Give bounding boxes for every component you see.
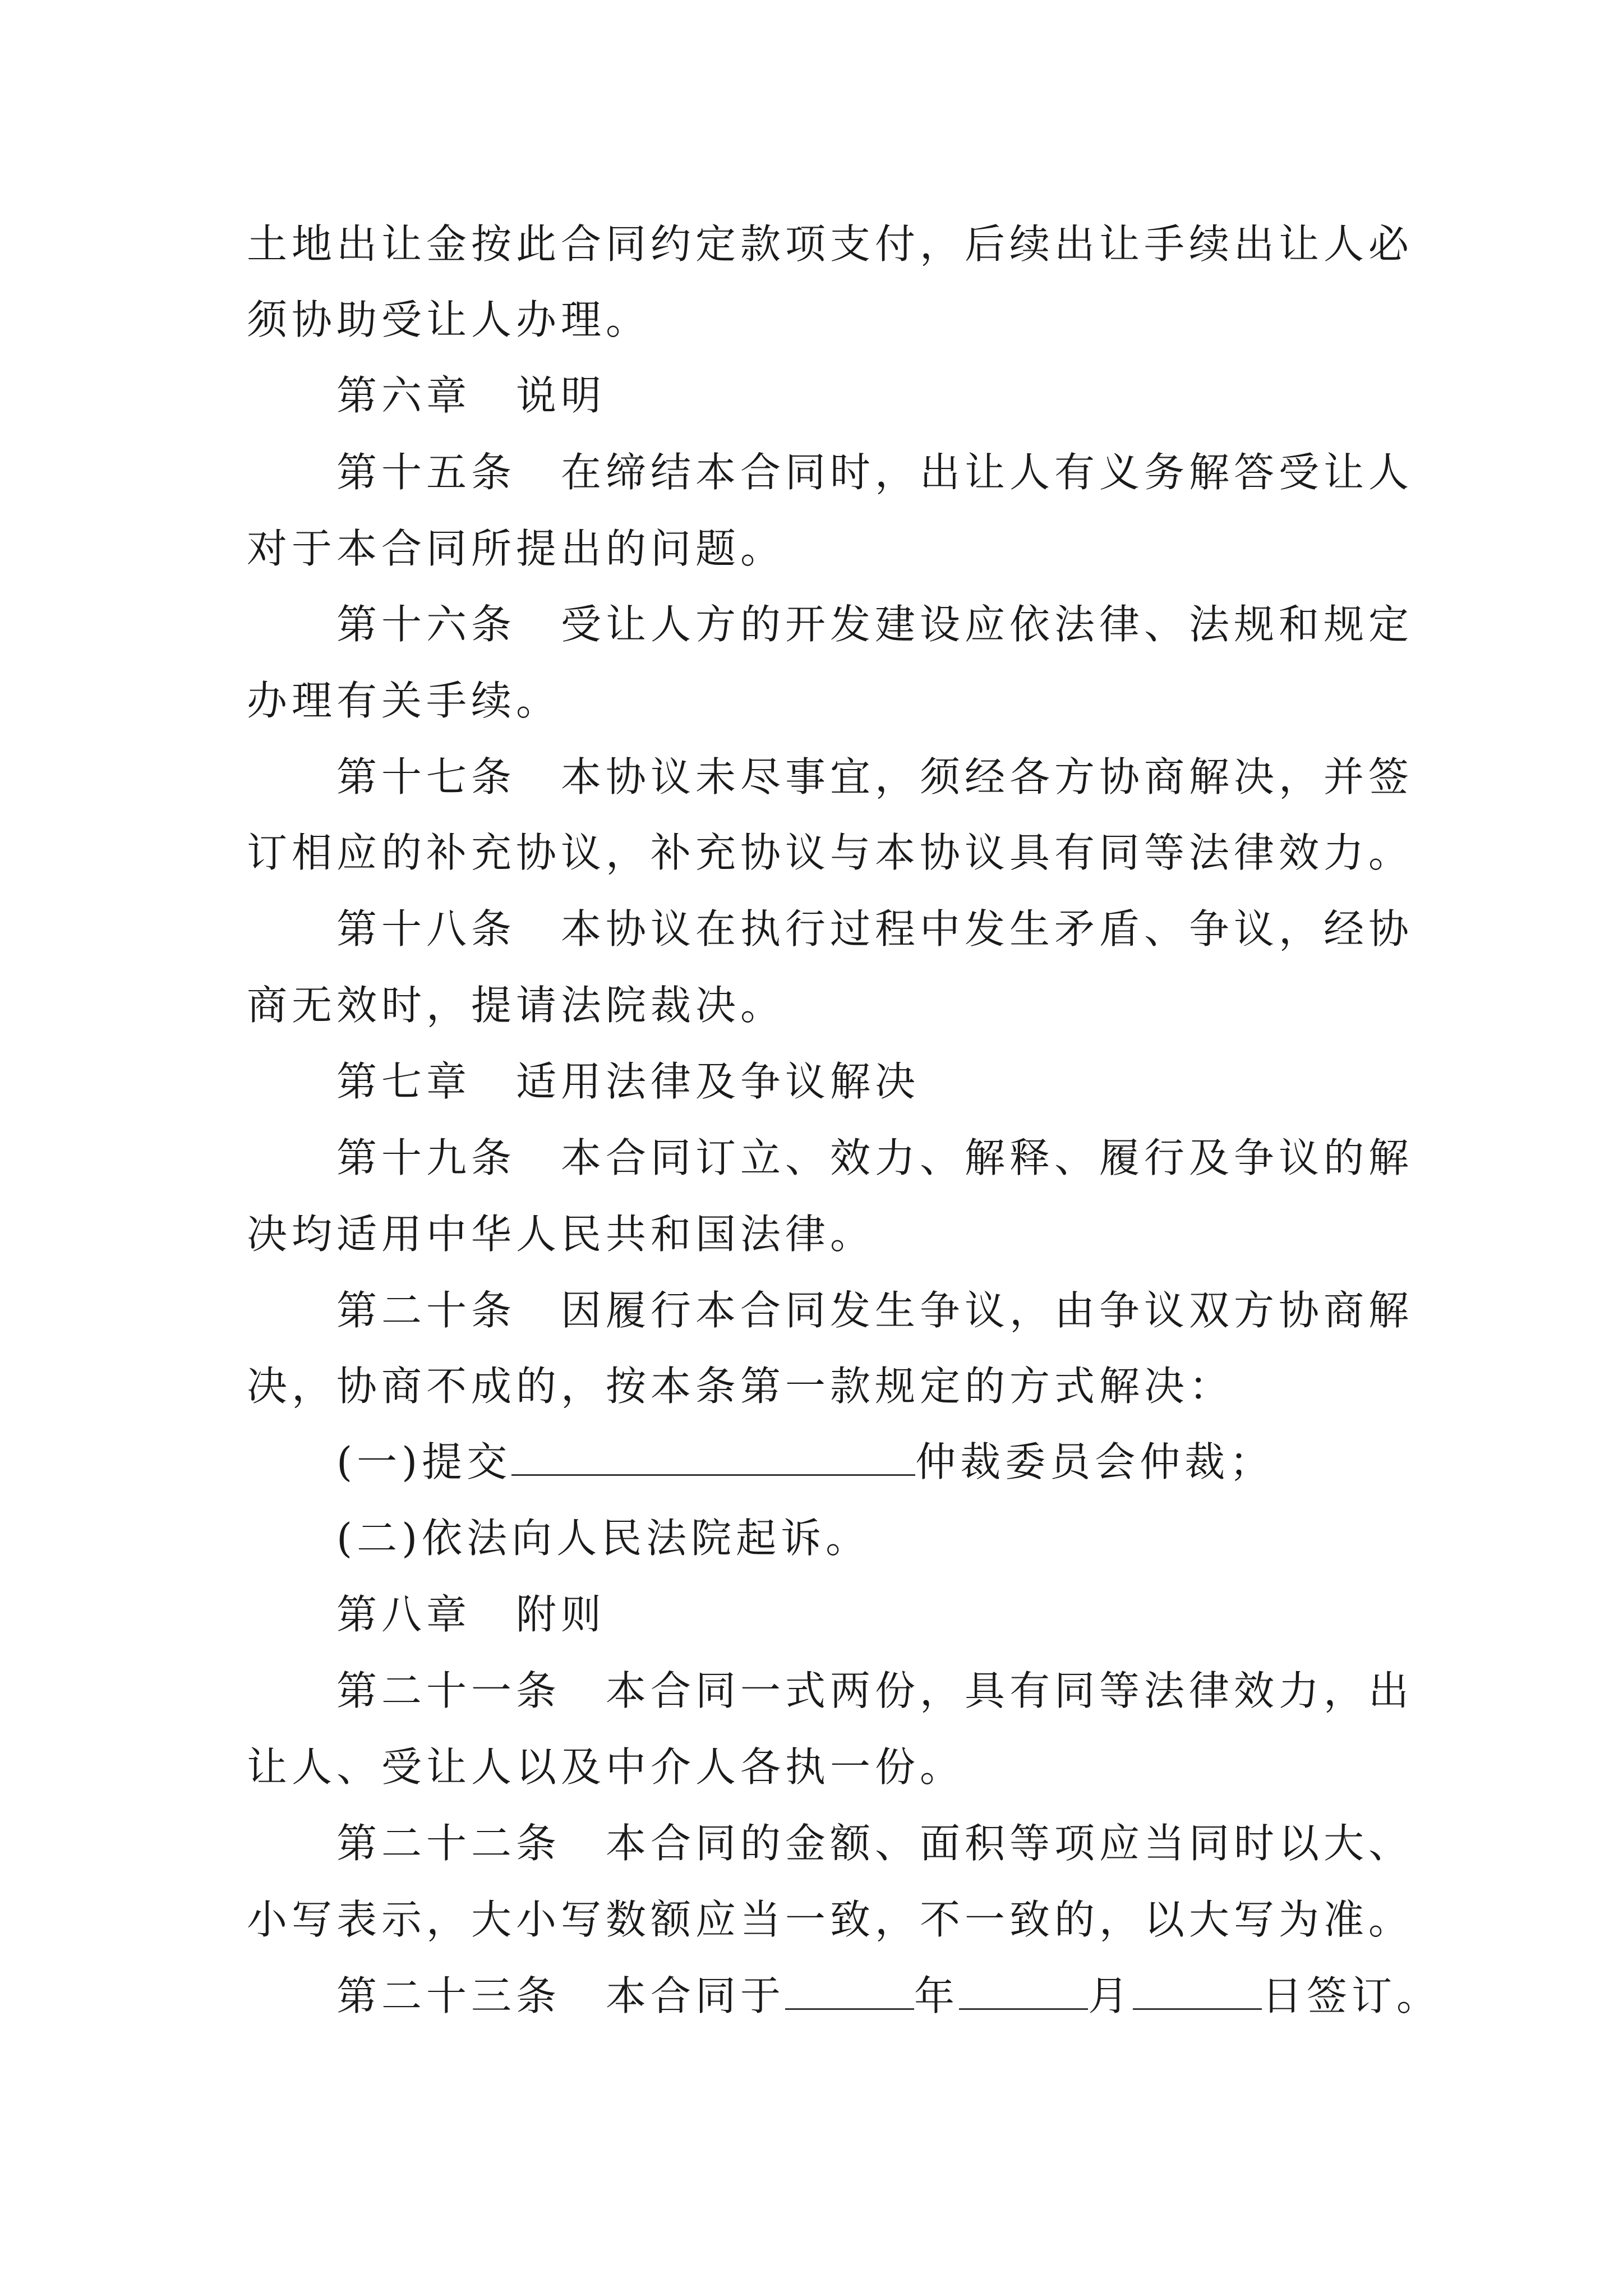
article-19: 第十九条 本合同订立、效力、解释、履行及争议的解 bbox=[336, 1134, 1414, 1181]
arbitration-suffix: 仲裁委员会仲裁； bbox=[915, 1438, 1275, 1485]
signing-prefix: 第二十三条 本合同于 bbox=[336, 1972, 786, 2019]
article-21: 第二十一条 本合同一式两份，具有同等法律效力，出 bbox=[336, 1667, 1414, 1714]
paragraph-line: 让人、受让人以及中介人各执一份。 bbox=[247, 1743, 965, 1791]
article-20: 第二十条 因履行本合同发生争议，由争议双方协商解 bbox=[336, 1287, 1414, 1334]
paragraph-line: 决，协商不成的，按本条第一款规定的方式解决： bbox=[247, 1363, 1234, 1410]
paragraph-line: 办理有关手续。 bbox=[247, 677, 561, 724]
paragraph-line: 商无效时，提请法院裁决。 bbox=[247, 982, 786, 1029]
paragraph-line: 土地出让金按此合同约定款项支付，后续出让手续出让人必 bbox=[247, 220, 1414, 268]
year-blank[interactable] bbox=[785, 1968, 914, 2010]
day-blank[interactable] bbox=[1133, 1968, 1262, 2010]
paragraph-line: 决均适用中华人民共和国法律。 bbox=[247, 1211, 875, 1258]
chapter-heading: 第八章 附则 bbox=[336, 1591, 606, 1638]
paragraph-line: 对于本合同所提出的问题。 bbox=[247, 525, 786, 572]
month-label: 月 bbox=[1088, 1972, 1133, 2019]
paragraph-line: 须协助受让人办理。 bbox=[247, 296, 651, 343]
paragraph-line: 小写表示，大小写数额应当一致，不一致的，以大写为准。 bbox=[247, 1896, 1414, 1943]
arbitration-option bbox=[336, 1434, 1402, 1490]
article-23 bbox=[336, 1968, 1442, 2024]
article-17: 第十七条 本协议未尽事宜，须经各方协商解决，并签 bbox=[336, 753, 1414, 800]
chapter-heading: 第七章 适用法律及争议解决 bbox=[336, 1058, 920, 1105]
paragraph-line: 订相应的补充协议，补充协议与本协议具有同等法律效力。 bbox=[247, 829, 1414, 876]
arbitration-blank[interactable] bbox=[511, 1434, 915, 1476]
article-16: 第十六条 受让人方的开发建设应依法律、法规和规定 bbox=[336, 601, 1414, 648]
article-15: 第十五条 在缔结本合同时，出让人有义务解答受让人 bbox=[336, 449, 1414, 496]
arbitration-prefix: (一)提交 bbox=[336, 1438, 512, 1485]
article-22: 第二十二条 本合同的金额、面积等项应当同时以大、 bbox=[336, 1820, 1414, 1867]
year-label: 年 bbox=[914, 1972, 960, 2019]
chapter-heading: 第六章 说明 bbox=[336, 372, 606, 419]
month-blank[interactable] bbox=[959, 1968, 1088, 2010]
litigation-option: (二)依法向人民法院起诉。 bbox=[336, 1515, 871, 1562]
article-18: 第十八条 本协议在执行过程中发生矛盾、争议，经协 bbox=[336, 905, 1414, 953]
day-label: 日签订。 bbox=[1262, 1972, 1442, 2019]
